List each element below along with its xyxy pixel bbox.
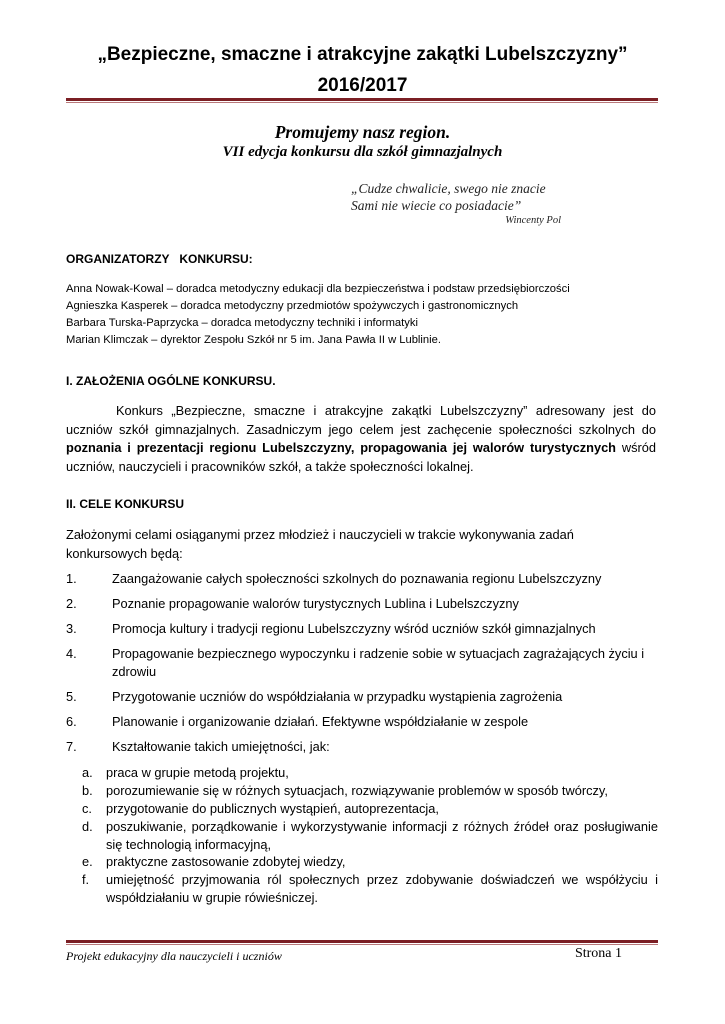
footer-rule-thin: [66, 944, 658, 945]
skill-letter: b.: [82, 783, 93, 798]
header-rule-thin: [66, 102, 658, 103]
skill-letter: a.: [82, 765, 93, 780]
organizers-heading: ORGANIZATORZY KONKURSU:: [66, 252, 253, 266]
document-year: 2016/2017: [317, 75, 408, 96]
section-1-text-a: Konkurs „Bezpieczne, smaczne i atrakcyjne zakątki Lubelszczyzny” adresowany jest do uczniów szkół gimnazjalnych. Zasadniczym jego celem jest zachęcenie społeczności szkolnych do: [66, 403, 656, 437]
goal-number: 3.: [66, 621, 77, 636]
goal-item: [66, 738, 658, 756]
skill-text: praca w grupie metodą projektu,: [106, 765, 289, 780]
goal-text: Planowanie i organizowanie działań. Efektywne współdziałanie w zespole: [112, 714, 529, 729]
quote-line-1: „Cudze chwalicie, swego nie znacie: [351, 181, 546, 196]
goal-number: 1.: [66, 571, 77, 586]
subtitle-edition: VII edycja konkursu dla szkół gimnazjalnych: [222, 144, 503, 160]
subtitle-main: Promujemy nasz region.: [274, 122, 451, 142]
section-1-paragraph: [66, 402, 656, 476]
goal-text: Zaangażowanie całych społeczności szkolnych do poznawania regionu Lubelszczyzny: [112, 571, 602, 586]
goal-item: [66, 713, 658, 731]
skill-item: [82, 800, 658, 818]
section-1-heading: I. ZAŁOŻENIA OGÓLNE KONKURSU.: [66, 374, 276, 388]
skill-text: porozumiewanie się w różnych sytuacjach, rozwiązywanie problemów w sposób twórczy,: [106, 783, 608, 798]
goal-text: Propagowanie bezpiecznego wypoczynku i radzenie sobie w sytuacjach zagrażających życiu i zdrowiu: [112, 646, 645, 679]
organizer-line: Agnieszka Kasperek – doradca metodyczny przedmiotów spożywczych i gastronomicznych: [66, 300, 519, 312]
goal-number: 7.: [66, 739, 77, 754]
section-1-bold: poznania i prezentacji regionu Lubelszczyzny, propagowania jej walorów turystycznych: [66, 440, 616, 455]
header-rule: [66, 98, 658, 101]
skill-item: [82, 782, 658, 800]
skill-text: praktyczne zastosowanie zdobytej wiedzy,: [106, 854, 346, 869]
goal-item: [66, 645, 658, 681]
goal-text: Przygotowanie uczniów do współdziałania w przypadku wystąpienia zagrożenia: [112, 689, 563, 704]
skill-text: poszukiwanie, porządkowanie i wykorzystywanie informacji z różnych źródeł oraz posługiwanie się technologią informacyjną,: [106, 819, 658, 852]
document-title: „Bezpieczne, smaczne i atrakcyjne zakątki Lubelszczyzny”: [97, 44, 628, 65]
skill-item: [82, 764, 658, 782]
skill-item: [82, 871, 658, 906]
organizer-line: Barbara Turska-Paprzycka – doradca metodyczny techniki i informatyki: [66, 317, 418, 329]
skill-text: umiejętność przyjmowania ról społecznych przez zdobywanie doświadczeń we współżyciu i współdziałaniu w grupie rówieśniczej.: [106, 872, 658, 905]
skill-text: przygotowanie do publicznych wystąpień, autoprezentacja,: [106, 801, 439, 816]
page-number: Strona 1: [574, 946, 622, 961]
skill-letter: e.: [82, 854, 93, 869]
goal-number: 5.: [66, 689, 77, 704]
organizer-line: Anna Nowak-Kowal – doradca metodyczny edukacji dla bezpieczeństwa i podstaw przedsiębiorczości: [66, 283, 570, 295]
organizer-line: Marian Klimczak – dyrektor Zespołu Szkół nr 5 im. Jana Pawła II w Lublinie.: [66, 334, 441, 346]
footer-rule: [66, 940, 658, 943]
section-2-heading: II. CELE KONKURSU: [66, 497, 185, 511]
goal-text: Kształtowanie takich umiejętności, jak:: [112, 739, 330, 754]
quote-author: Wincenty Pol: [505, 215, 561, 226]
skill-letter: f.: [82, 872, 90, 887]
goal-item: [66, 595, 658, 613]
goal-text: Promocja kultury i tradycji regionu Lubelszczyzny wśród uczniów szkół gimnazjalnych: [112, 621, 596, 636]
footer-text: Projekt edukacyjny dla nauczycieli i uczniów: [66, 949, 282, 963]
goal-item: [66, 570, 658, 588]
skill-letter: c.: [82, 801, 92, 816]
section-1-text-b: wśród uczniów, nauczycieli i pracowników szkół, a także społeczności lokalnej.: [66, 440, 656, 474]
quote-line-2: Sami nie wiecie co posiadacie”: [351, 198, 522, 213]
goal-number: 6.: [66, 714, 77, 729]
section-2-intro: Założonymi celami osiąganymi przez młodzież i nauczycieli w trakcie wykonywania zadań konkursowych będą:: [66, 527, 574, 561]
goal-item: [66, 688, 658, 706]
goal-text: Poznanie propagowanie walorów turystycznych Lublina i Lubelszczyzny: [112, 596, 519, 611]
goal-number: 4.: [66, 646, 77, 661]
skill-letter: d.: [82, 819, 93, 834]
goal-item: [66, 620, 658, 638]
skill-item: [82, 818, 658, 853]
skill-item: [82, 853, 658, 871]
goal-number: 2.: [66, 596, 77, 611]
